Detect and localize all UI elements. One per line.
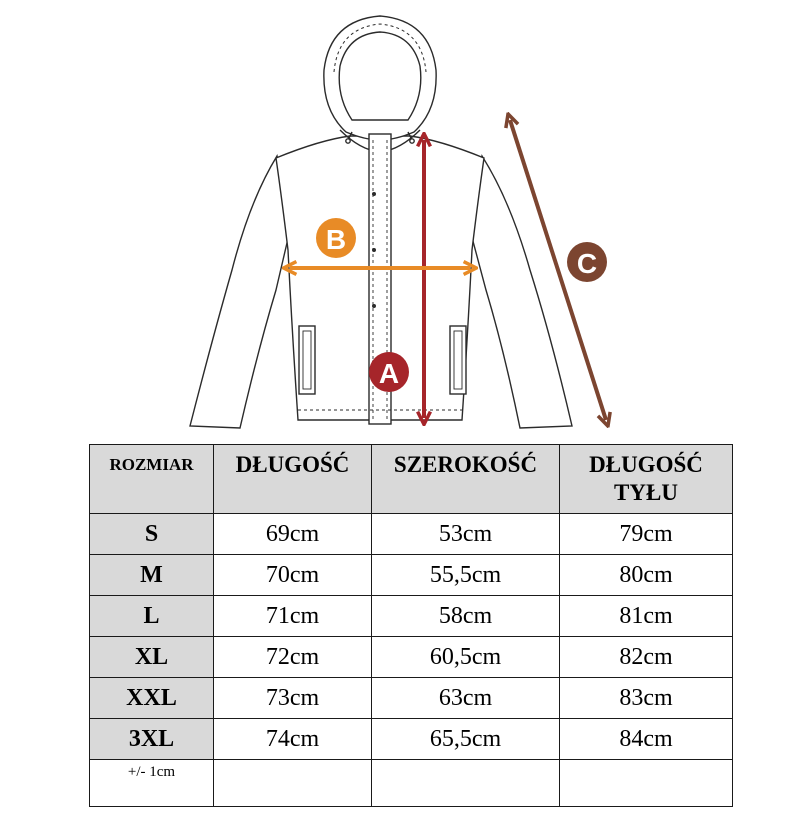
badge-c (567, 242, 607, 282)
width-cell: 55,5cm (372, 555, 560, 596)
header-size: ROZMIAR (90, 445, 214, 514)
hood-inner (339, 32, 421, 120)
tolerance-row (90, 760, 733, 807)
badge-a (369, 352, 409, 392)
width-cell: 58cm (372, 596, 560, 637)
table-row (90, 637, 733, 678)
back-length-cell: 84cm (560, 719, 733, 760)
length-cell: 71cm (214, 596, 372, 637)
size-cell: L (90, 596, 214, 637)
table-row (90, 555, 733, 596)
empty-cell (372, 760, 560, 807)
left-pocket (299, 326, 315, 394)
header-back-length: DŁUGOŚĆ TYŁU (560, 445, 733, 514)
size-cell: M (90, 555, 214, 596)
table-row (90, 514, 733, 555)
size-cell: XXL (90, 678, 214, 719)
badge-c-label: C (576, 248, 598, 279)
back-length-cell: 79cm (560, 514, 733, 555)
size-chart-table (89, 444, 733, 807)
header-row (90, 445, 733, 514)
width-cell: 63cm (372, 678, 560, 719)
length-cell: 70cm (214, 555, 372, 596)
header-length: DŁUGOŚĆ (214, 445, 372, 514)
size-cell: XL (90, 637, 214, 678)
width-cell: 53cm (372, 514, 560, 555)
badge-b-label: B (325, 224, 347, 255)
size-cell: S (90, 514, 214, 555)
back-length-cell: 80cm (560, 555, 733, 596)
size-cell: 3XL (90, 719, 214, 760)
back-length-cell: 81cm (560, 596, 733, 637)
badge-b (316, 218, 356, 258)
back-length-cell: 82cm (560, 637, 733, 678)
length-cell: 69cm (214, 514, 372, 555)
badge-a-label: A (378, 358, 400, 389)
table-row (90, 678, 733, 719)
header-width: SZEROKOŚĆ (372, 445, 560, 514)
table-row (90, 596, 733, 637)
left-sleeve (190, 156, 290, 428)
tolerance-note: +/- 1cm (90, 760, 214, 807)
length-cell: 74cm (214, 719, 372, 760)
back-length-cell: 83cm (560, 678, 733, 719)
width-cell: 65,5cm (372, 719, 560, 760)
length-cell: 72cm (214, 637, 372, 678)
length-cell: 73cm (214, 678, 372, 719)
table-row (90, 719, 733, 760)
empty-cell (560, 760, 733, 807)
right-pocket (450, 326, 466, 394)
right-sleeve (470, 156, 572, 428)
width-cell: 60,5cm (372, 637, 560, 678)
empty-cell (214, 760, 372, 807)
